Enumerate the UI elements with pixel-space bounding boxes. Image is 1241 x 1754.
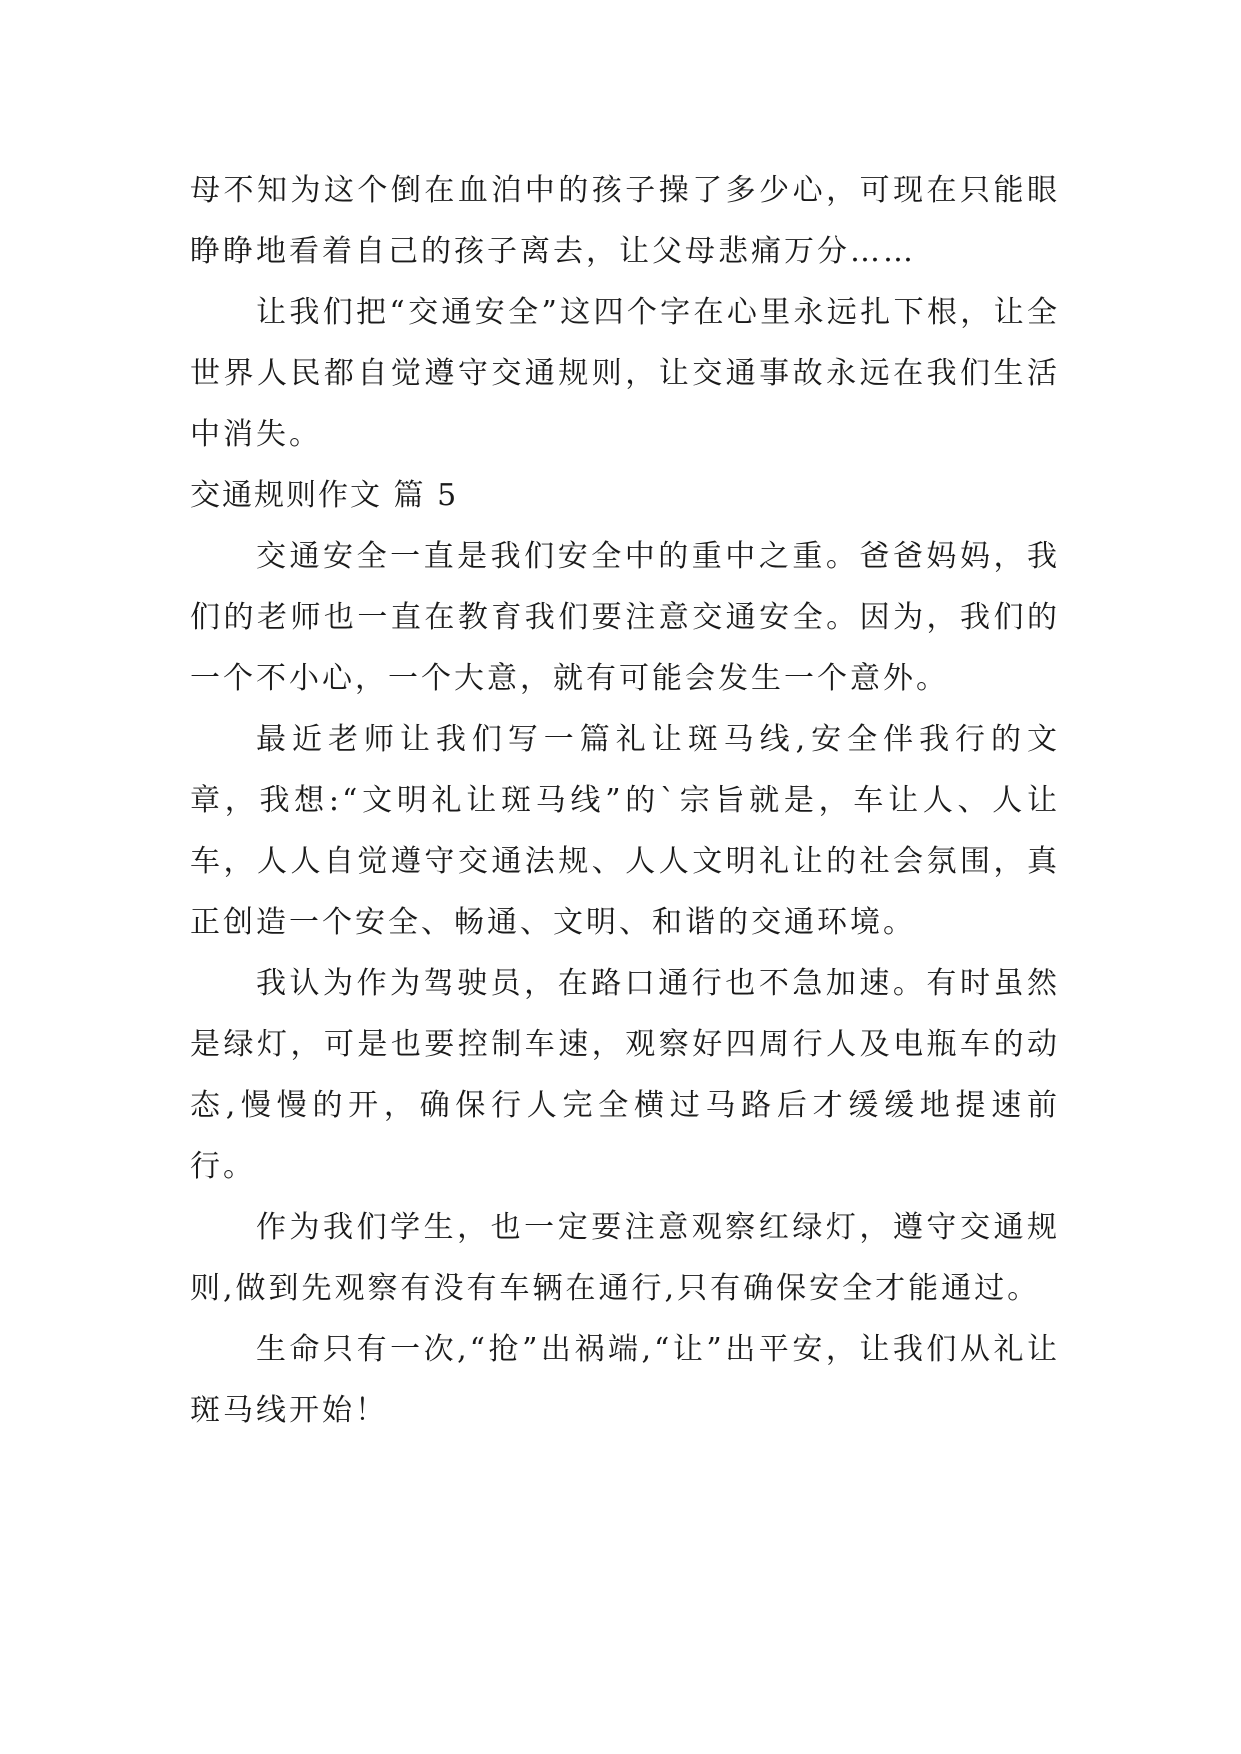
section-heading: 交通规则作文 篇 5 [190,478,459,513]
paragraph-2: 最近老师让我们写一篇礼让斑马线,安全伴我行的文章，我想:“文明礼让斑马线”的`宗旨就是，车让人、人让车，人人自觉遵守交通法规、人人文明礼让的社会氛围，真正创造一个安全、畅通、文明、和谐的交通环境。 [190,722,1060,940]
paragraph-4: 作为我们学生，也一定要注意观察红绿灯，遵守交通规则,做到先观察有没有车辆在通行,只有确保安全才能通过。 [190,1210,1060,1306]
paragraph-5: 生命只有一次,“抢”出祸端,“让”出平安，让我们从礼让斑马线开始！ [190,1332,1060,1428]
paragraph-continued: 母不知为这个倒在血泊中的孩子操了多少心，可现在只能眼睁睁地看着自己的孩子离去，让父母悲痛万分…… [190,173,1060,269]
paragraph-1: 交通安全一直是我们安全中的重中之重。爸爸妈妈，我们的老师也一直在教育我们要注意交通安全。因为，我们的一个不小心，一个大意，就有可能会发生一个意外。 [190,539,1060,696]
paragraph-closing-previous: 让我们把“交通安全”这四个字在心里永远扎下根，让全世界人民都自觉遵守交通规则，让交通事故永远在我们生活中消失。 [190,295,1060,452]
paragraph-3: 我认为作为驾驶员，在路口通行也不急加速。有时虽然是绿灯，可是也要控制车速，观察好四周行人及电瓶车的动态,慢慢的开，确保行人完全横过马路后才缓缓地提速前行。 [190,966,1060,1184]
document-body [190,160,1060,1441]
